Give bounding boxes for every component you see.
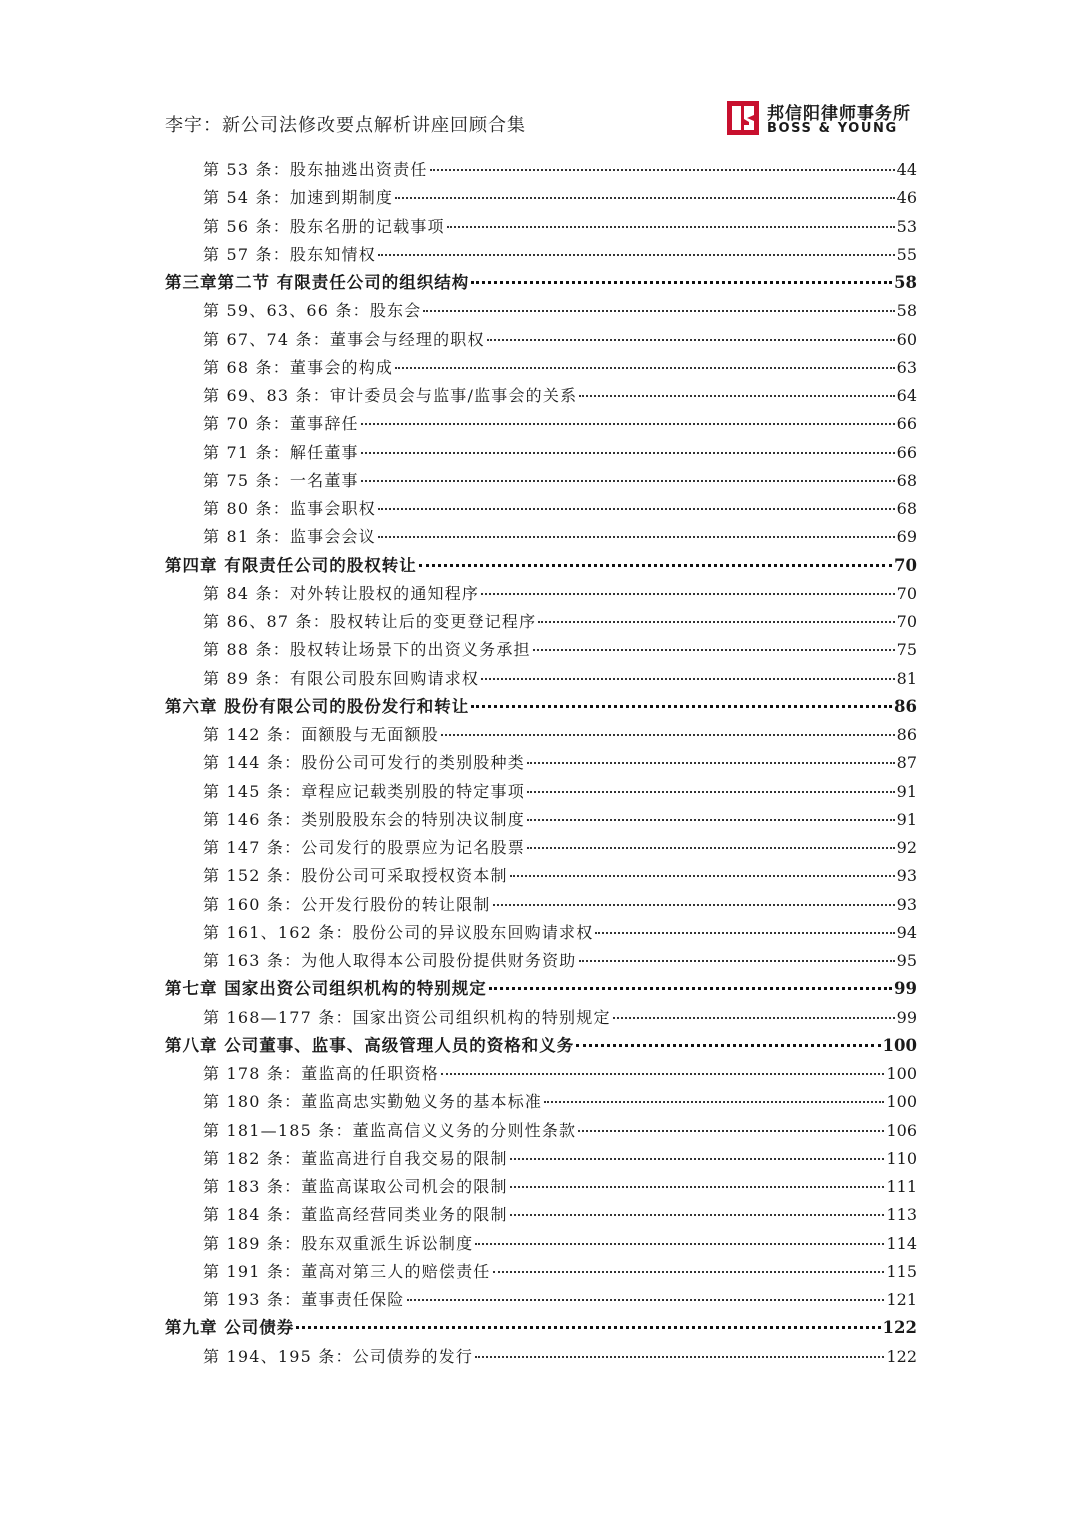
toc-page-number: 64 [896,386,917,405]
toc-page-number: 106 [886,1120,917,1140]
toc-entry-label: 第 69、83 条：审计委员会与监事/监事会的关系 [203,386,578,405]
toc-page-number: 46 [896,188,917,208]
toc-page-number: 115 [886,1261,917,1281]
toc-entry-label: 第三章第二节 有限责任公司的组织结构 [165,273,470,292]
toc-chapter-entry[interactable] [165,269,917,297]
toc-article-entry[interactable] [165,1230,917,1258]
toc-dot-leader [395,367,895,369]
toc-entry-label: 第 67、74 条：董事会与经理的职权 [203,329,485,349]
toc-article-entry[interactable] [165,1173,917,1201]
toc-page-number: 91 [896,809,917,829]
toc-article-entry[interactable] [165,1258,917,1286]
toc-dot-leader [493,904,895,906]
toc-dot-leader [475,1243,884,1245]
toc-dot-leader [447,226,895,228]
toc-article-entry[interactable] [165,439,917,467]
toc-article-entry[interactable] [165,919,917,947]
toc-article-entry[interactable] [165,1201,917,1229]
toc-entry-label: 第 68 条：董事会的构成 [203,357,394,377]
toc-entry-label: 第 189 条：股东双重派生诉讼制度 [203,1233,474,1253]
toc-entry-label: 第 57 条：股东知情权 [203,244,376,264]
toc-article-entry[interactable] [165,862,917,890]
toc-page-number: 86 [896,725,917,744]
toc-page-number: 114 [886,1233,917,1253]
toc-page-number: 99 [894,979,917,999]
toc-entry-label: 第八章 公司董事、监事、高级管理人员的资格和义务 [165,1035,575,1055]
toc-entry-label: 第 152 条：股份公司可采取授权资本制 [203,866,508,886]
toc-article-entry[interactable] [165,1004,917,1032]
toc-article-entry[interactable] [165,665,917,693]
toc-entry-label: 第 88 条：股权转让场景下的出资义务承担 [203,640,531,660]
toc-entry-label: 第 53 条：股东抽逃出资责任 [203,160,428,179]
toc-article-entry[interactable] [165,778,917,806]
toc-dot-leader [510,1214,885,1216]
toc-page-number: 58 [894,273,917,292]
toc-page-number: 69 [896,527,917,547]
toc-dot-leader [378,536,895,538]
toc-entry-label: 第 161、162 条：股份公司的异议股东回购请求权 [203,922,594,942]
toc-page-number: 95 [896,951,917,970]
toc-page-number: 55 [896,244,917,264]
toc-page-number: 122 [886,1346,917,1366]
toc-article-entry[interactable] [165,156,917,184]
toc-dot-leader [527,762,895,764]
toc-dot-leader [471,281,892,284]
toc-article-entry[interactable] [165,834,917,862]
toc-dot-leader [544,1101,884,1103]
toc-page-number: 100 [886,1092,917,1112]
toc-entry-label: 第 193 条：董事责任保险 [203,1290,405,1309]
toc-chapter-entry[interactable] [165,975,917,1003]
toc-entry-label: 第 71 条：解任董事 [203,442,359,462]
toc-article-entry[interactable] [165,495,917,523]
table-of-contents [165,156,917,1371]
toc-entry-label: 第 184 条：董监高经营同类业务的限制 [203,1205,508,1225]
toc-entry-label: 第 84 条：对外转让股权的通知程序 [203,583,480,603]
toc-page-number: 93 [896,866,917,886]
toc-dot-leader [493,1271,885,1273]
toc-dot-leader [595,932,894,934]
toc-entry-label: 第 70 条：董事辞任 [203,414,359,434]
toc-entry-label: 第 142 条：面额股与无面额股 [203,725,439,744]
toc-entry-label: 第 59、63、66 条：股东会 [203,301,422,321]
toc-dot-leader [296,1326,880,1329]
toc-article-entry[interactable] [165,467,917,495]
toc-dot-leader [527,819,895,821]
toc-article-entry[interactable] [165,354,917,382]
toc-article-entry[interactable] [165,1286,917,1314]
toc-article-entry[interactable] [165,1060,917,1088]
firm-logo [727,99,917,139]
toc-page-number: 53 [896,216,917,236]
toc-article-entry[interactable] [165,297,917,325]
toc-dot-leader [423,310,894,312]
toc-article-entry[interactable] [165,608,917,636]
toc-entry-label: 第 75 条：一名董事 [203,470,359,490]
toc-dot-leader [481,593,895,595]
toc-dot-leader [361,452,895,454]
toc-entry-label: 第 160 条：公开发行股份的转让限制 [203,894,491,914]
toc-article-entry[interactable] [165,326,917,354]
toc-dot-leader [579,395,894,397]
toc-article-entry[interactable] [165,580,917,608]
toc-dot-leader [579,960,895,962]
toc-entry-label: 第 86、87 条：股权转让后的变更登记程序 [203,612,537,631]
toc-dot-leader [361,423,895,425]
toc-dot-leader [441,734,895,736]
toc-article-entry[interactable] [165,523,917,551]
toc-page-number: 66 [896,414,917,434]
toc-dot-leader [471,705,892,708]
toc-entry-label: 第 144 条：股份公司可发行的类别股种类 [203,753,525,773]
toc-article-entry[interactable] [165,806,917,834]
toc-chapter-entry[interactable] [165,1314,917,1342]
toc-page-number: 100 [886,1064,917,1083]
toc-page-number: 66 [896,442,917,462]
firm-logo-mark-icon [727,101,759,135]
toc-entry-label: 第 147 条：公司发行的股票应为记名股票 [203,838,525,857]
toc-page-number: 44 [896,160,917,179]
toc-article-entry[interactable] [165,1343,917,1371]
toc-entry-label: 第 180 条：董监高忠实勤勉义务的基本标准 [203,1092,543,1112]
toc-article-entry[interactable] [165,184,917,212]
toc-article-entry[interactable] [165,1117,917,1145]
toc-entry-label: 第 146 条：类别股股东会的特别决议制度 [203,809,525,829]
toc-dot-leader [481,678,895,680]
firm-name-cn: 邦信阳律师事务所 [767,104,911,124]
toc-article-entry[interactable] [165,1145,917,1173]
toc-page-number: 68 [896,470,917,490]
toc-article-entry[interactable] [165,891,917,919]
toc-page-number: 70 [896,612,917,631]
toc-page-number: 111 [886,1177,917,1196]
toc-article-entry[interactable] [165,382,917,410]
toc-entry-label: 第 89 条：有限公司股东回购请求权 [203,668,480,688]
toc-page-number: 60 [896,329,917,349]
toc-entry-label: 第 182 条：董监高进行自我交易的限制 [203,1148,508,1168]
toc-page-number: 121 [886,1290,917,1309]
toc-entry-label: 第 145 条：章程应记载类别股的特定事项 [203,781,525,801]
toc-entry-label: 第七章 国家出资公司组织机构的特别规定 [165,979,487,999]
toc-entry-label: 第 168—177 条：国家出资公司组织机构的特别规定 [203,1007,611,1027]
toc-dot-leader [489,987,892,990]
toc-page-number: 75 [896,640,917,660]
toc-article-entry[interactable] [165,636,917,664]
toc-dot-leader [487,339,895,341]
toc-page-number: 92 [896,838,917,857]
toc-page-number: 63 [896,357,917,377]
toc-page-number: 100 [882,1035,917,1055]
toc-dot-leader [527,791,895,793]
toc-chapter-entry[interactable] [165,552,917,580]
toc-page-number: 113 [886,1205,917,1225]
toc-article-entry[interactable] [165,241,917,269]
toc-dot-leader [538,621,894,623]
toc-dot-leader [395,197,895,199]
toc-chapter-entry[interactable] [165,693,917,721]
toc-entry-label: 第 191 条：董高对第三人的赔偿责任 [203,1261,491,1281]
toc-article-entry[interactable] [165,1088,917,1116]
toc-page-number: 91 [896,781,917,801]
toc-page-number: 68 [896,499,917,518]
toc-page-number: 70 [894,555,917,575]
toc-entry-label: 第 54 条：加速到期制度 [203,188,394,208]
toc-dot-leader [475,1356,884,1358]
toc-entry-label: 第六章 股份有限公司的股份发行和转让 [165,696,470,716]
toc-dot-leader [576,1044,880,1047]
toc-page-number: 70 [896,583,917,603]
toc-article-entry[interactable] [165,947,917,975]
toc-article-entry[interactable] [165,721,917,749]
toc-page-number: 122 [882,1318,917,1338]
toc-article-entry[interactable] [165,213,917,241]
toc-page-number: 87 [896,753,917,773]
toc-entry-label: 第 183 条：董监高谋取公司机会的限制 [203,1177,508,1196]
toc-page-number: 93 [896,894,917,914]
toc-dot-leader [378,508,895,510]
toc-dot-leader [533,649,895,651]
toc-chapter-entry[interactable] [165,1032,917,1060]
toc-entry-label: 第九章 公司债券 [165,1318,295,1338]
toc-dot-leader [441,1073,885,1075]
toc-entry-label: 第四章 有限责任公司的股权转让 [165,555,417,575]
toc-dot-leader [613,1017,895,1019]
toc-dot-leader [510,875,895,877]
toc-article-entry[interactable] [165,410,917,438]
toc-dot-leader [419,564,892,567]
toc-entry-label: 第 80 条：监事会职权 [203,499,376,518]
toc-dot-leader [407,1299,885,1301]
firm-name-en: BOSS & YOUNG [767,121,898,136]
toc-entry-label: 第 163 条：为他人取得本公司股份提供财务资助 [203,951,577,970]
toc-article-entry[interactable] [165,749,917,777]
toc-dot-leader [361,480,895,482]
toc-page-number: 110 [886,1148,917,1168]
toc-entry-label: 第 181—185 条：董监高信义义务的分则性条款 [203,1120,577,1140]
toc-entry-label: 第 56 条：股东名册的记载事项 [203,216,445,236]
toc-dot-leader [578,1130,884,1132]
toc-page-number: 94 [896,922,917,942]
toc-page-number: 86 [894,696,917,716]
toc-entry-label: 第 178 条：董监高的任职资格 [203,1064,439,1083]
toc-dot-leader [510,1186,885,1188]
toc-page-number: 58 [896,301,917,321]
toc-page-number: 81 [896,668,917,688]
toc-dot-leader [378,254,895,256]
toc-page-number: 99 [896,1007,917,1027]
document-title: 李宇：新公司法修改要点解析讲座回顾合集 [165,115,526,136]
toc-entry-label: 第 194、195 条：公司债券的发行 [203,1346,474,1366]
toc-entry-label: 第 81 条：监事会会议 [203,527,376,547]
toc-dot-leader [527,847,895,849]
toc-dot-leader [510,1158,885,1160]
toc-dot-leader [430,169,895,171]
